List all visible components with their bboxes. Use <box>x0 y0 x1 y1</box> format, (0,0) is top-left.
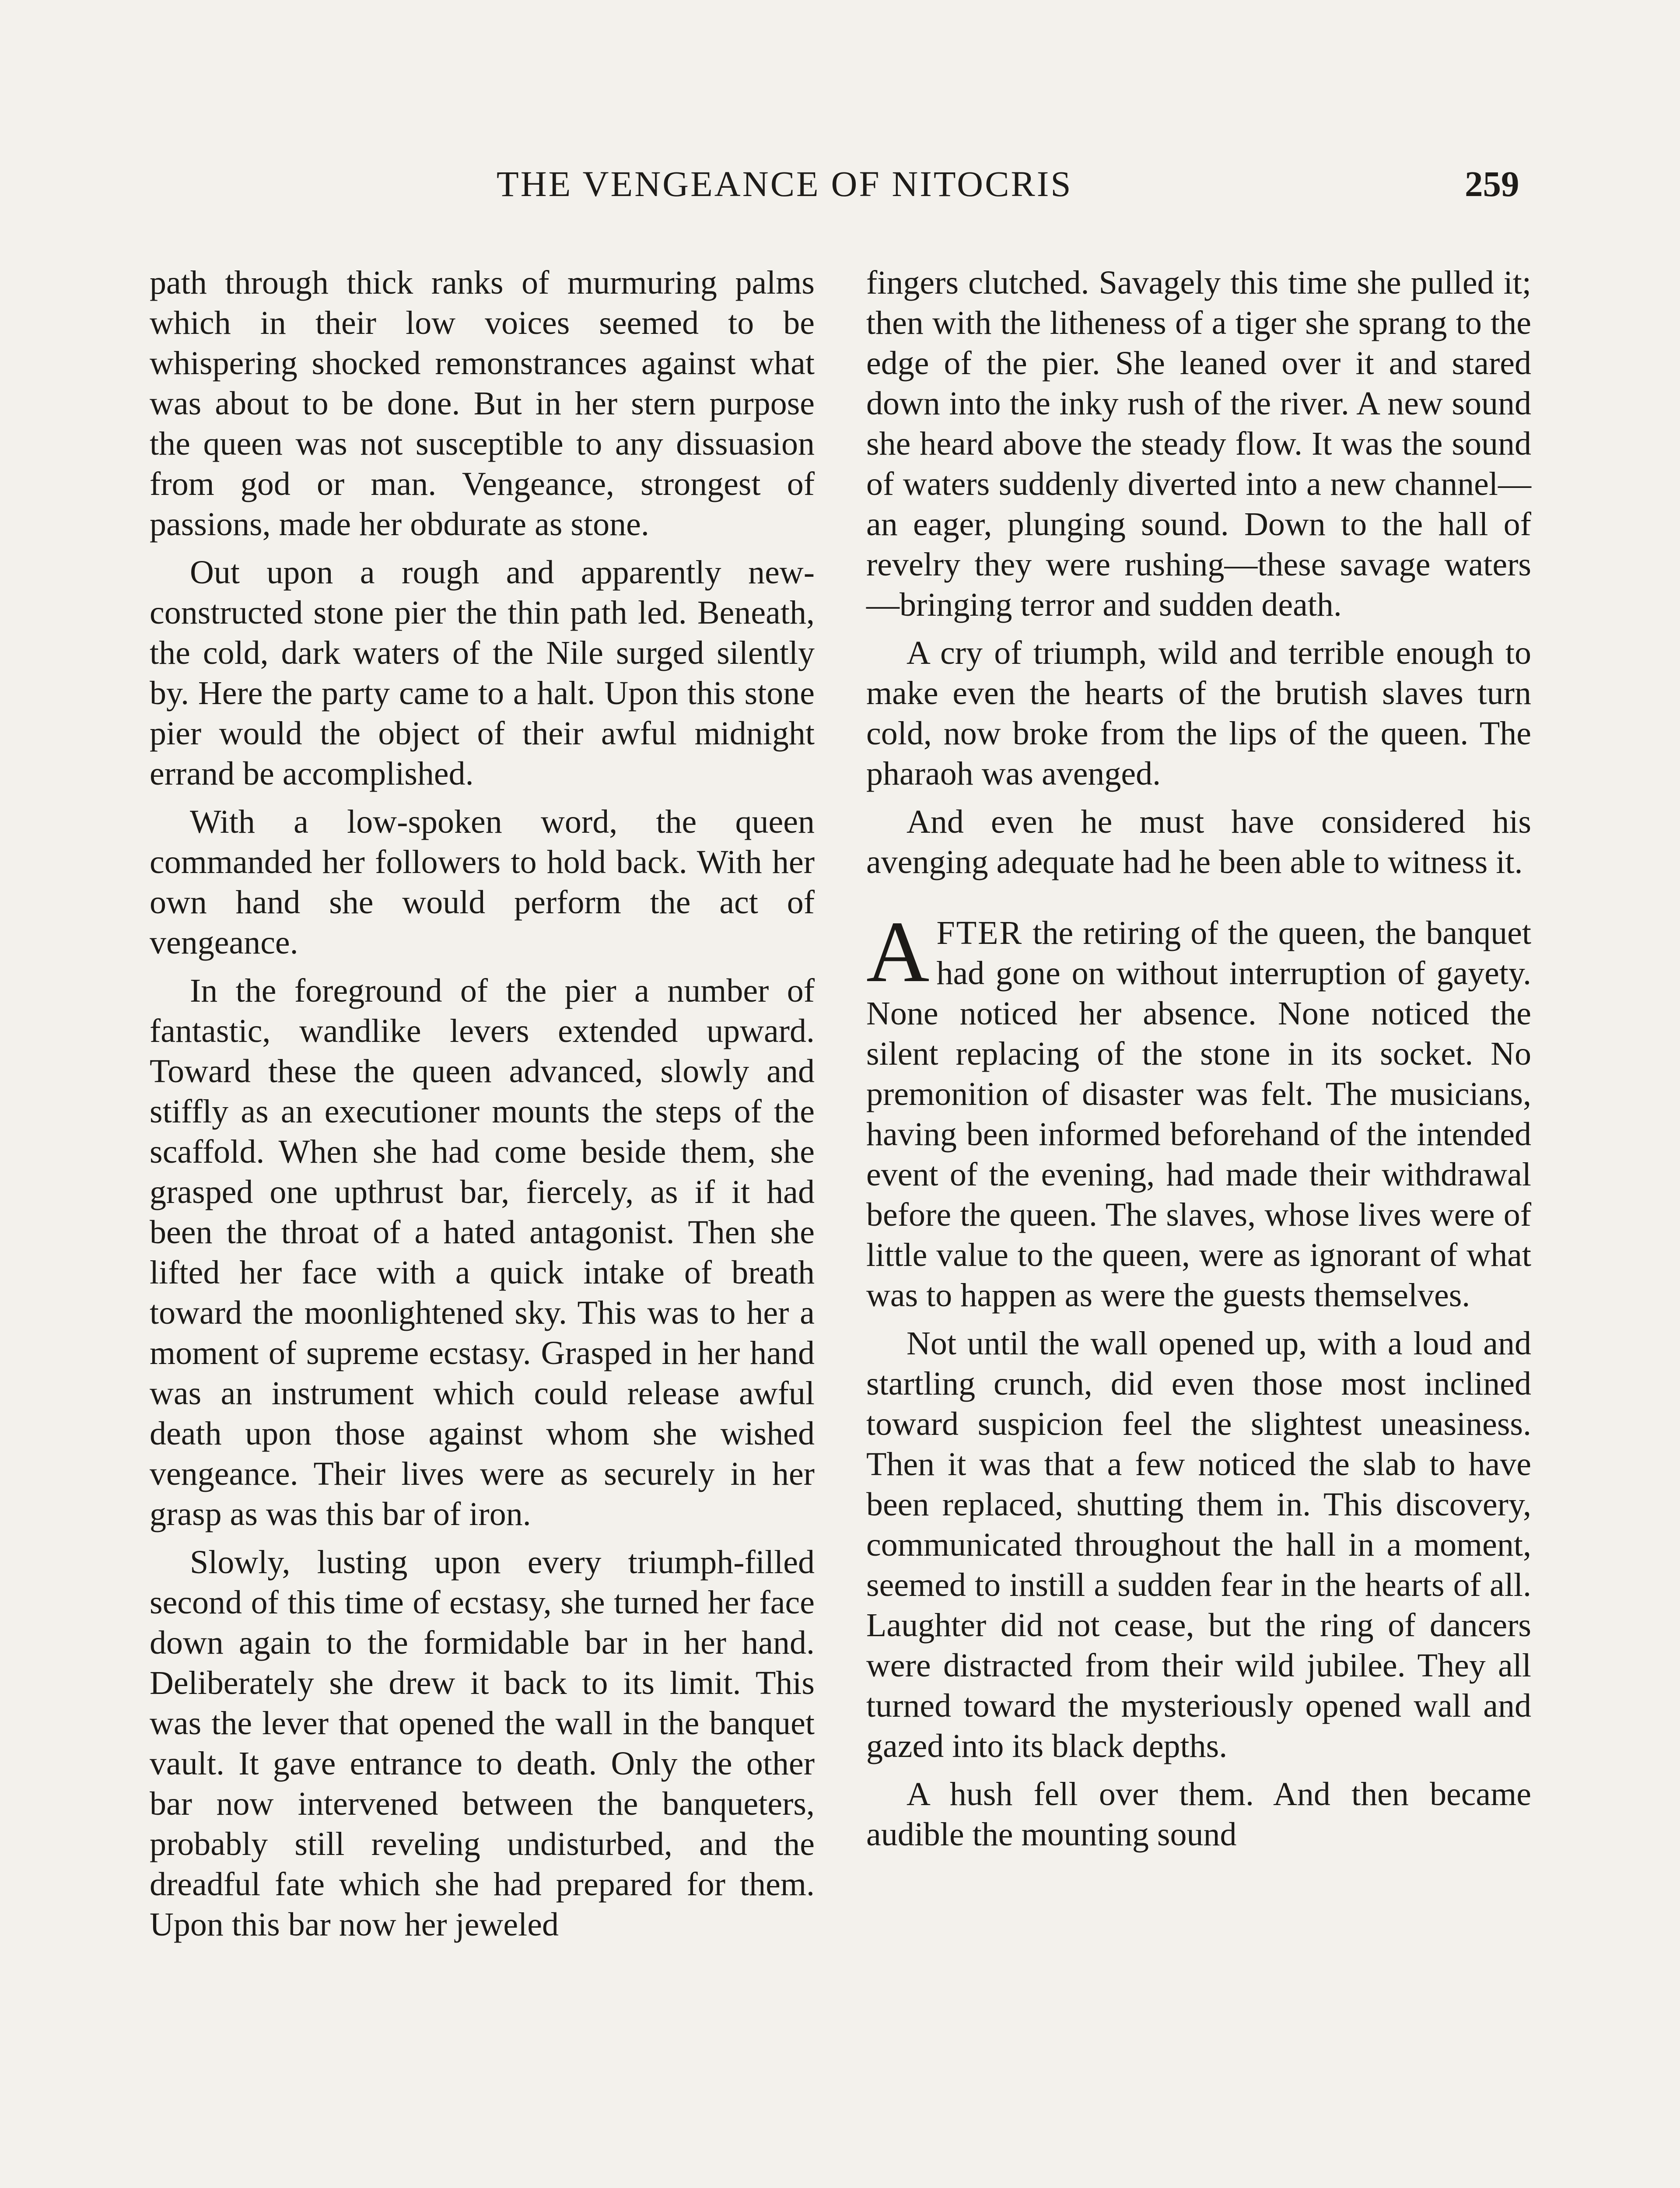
page-number: 259 <box>1465 164 1519 204</box>
small-caps-word: FTER <box>936 915 1023 951</box>
paragraph: fingers clutched. Savagely this time she pulled it; then with the litheness of a tiger she sprang to the edge of the pier. She leaned over it and stared down into the inky rush of the river. A new sound she heard above the steady flow. It was the sound of waters suddenly diverted into a new channel—an eager, plunging sound. Down to the hall of revelry they were rushing—these savage waters—bringing terror and sudden death. <box>866 264 1531 623</box>
paragraph: Out upon a rough and apparently new-constructed stone pier the thin path led. Beneath, the cold, dark waters of the Nile surged silently by. Here the party came to a halt. Upon this stone pier would the object of their awful midnight errand be accomplished. <box>150 554 815 792</box>
paragraph-text: the retiring of the queen, the banquet had gone on without interruption of gayety. None noticed her absence. None noticed the silent replacing of the stone in its socket. No premonition of disaster was felt. The musicians, having been informed beforehand of the intended event of the evening, had made their withdrawal before the queen. The slaves, whose lives were of little value to the queen, were as ignorant of what was to happen as were the guests themselves. <box>866 915 1532 1314</box>
paragraph: In the foreground of the pier a number of fantastic, wandlike levers extended upward. Toward these the queen advanced, slowly and stiffly as an executioner mounts the steps of the scaffold. When she had come beside them, she grasped one upthrust bar, fiercely, as if it had been the throat of a hated antagonist. Then she lifted her face with a quick intake of breath toward the moonlightened sky. This was to her a moment of supreme ecstasy. Grasped in her hand was an instrument which could release awful death upon those against whom she wished vengeance. Their lives were as securely in her grasp as was this bar of iron. <box>150 972 815 1532</box>
paragraph: With a low-spoken word, the queen commanded her followers to hold back. With her own hand she would perform the act of vengeance. <box>150 803 815 961</box>
paragraph: A hush fell over them. And then became audible the mounting sound <box>866 1776 1531 1853</box>
left-column <box>150 263 815 1953</box>
paragraph: A cry of triumph, wild and terrible enough to make even the hearts of the brutish slaves turn cold, now broke from the lips of the queen. The pharaoh was avenged. <box>866 635 1531 792</box>
paragraph: Not until the wall opened up, with a loud and startling crunch, did even those most inclined toward suspicion feel the slightest uneasiness. Then it was that a few noticed the slab to have been replaced, shutting them in. This discovery, communicated throughout the hall in a moment, seemed to instill a sudden fear in the hearts of all. Laughter did not cease, but the ring of dancers were distracted from their wild jubilee. They all turned toward the mysteriously opened wall and gazed into its black depths. <box>866 1325 1531 1764</box>
paragraph: Slowly, lusting upon every triumph-filled second of this time of ecstasy, she turned her face down again to the formidable bar in her hand. Deliberately she drew it back to its limit. This was the lever that opened the wall in the banquet vault. It gave entrance to death. Only the other bar now intervened between the banqueters, probably still reveling undisturbed, and the dreadful fate which she had prepared for them. Upon this bar now her jeweled <box>150 1544 815 1943</box>
drop-cap-initial: A <box>866 904 930 1000</box>
right-column <box>866 263 1531 1862</box>
section-opening-paragraph <box>866 904 1532 1315</box>
running-title: THE VENGEANCE OF NITOCRIS <box>497 164 1073 204</box>
paragraph: path through thick ranks of murmuring palms which in their low voices seemed to be whispering shocked remonstrances against what was about to be done. But in her stern purpose the queen was not susceptible to any dissuasion from god or man. Vengeance, strongest of passions, made her obdurate as stone. <box>150 264 815 543</box>
paragraph: And even he must have considered his avenging adequate had he been able to witness it. <box>866 803 1531 880</box>
